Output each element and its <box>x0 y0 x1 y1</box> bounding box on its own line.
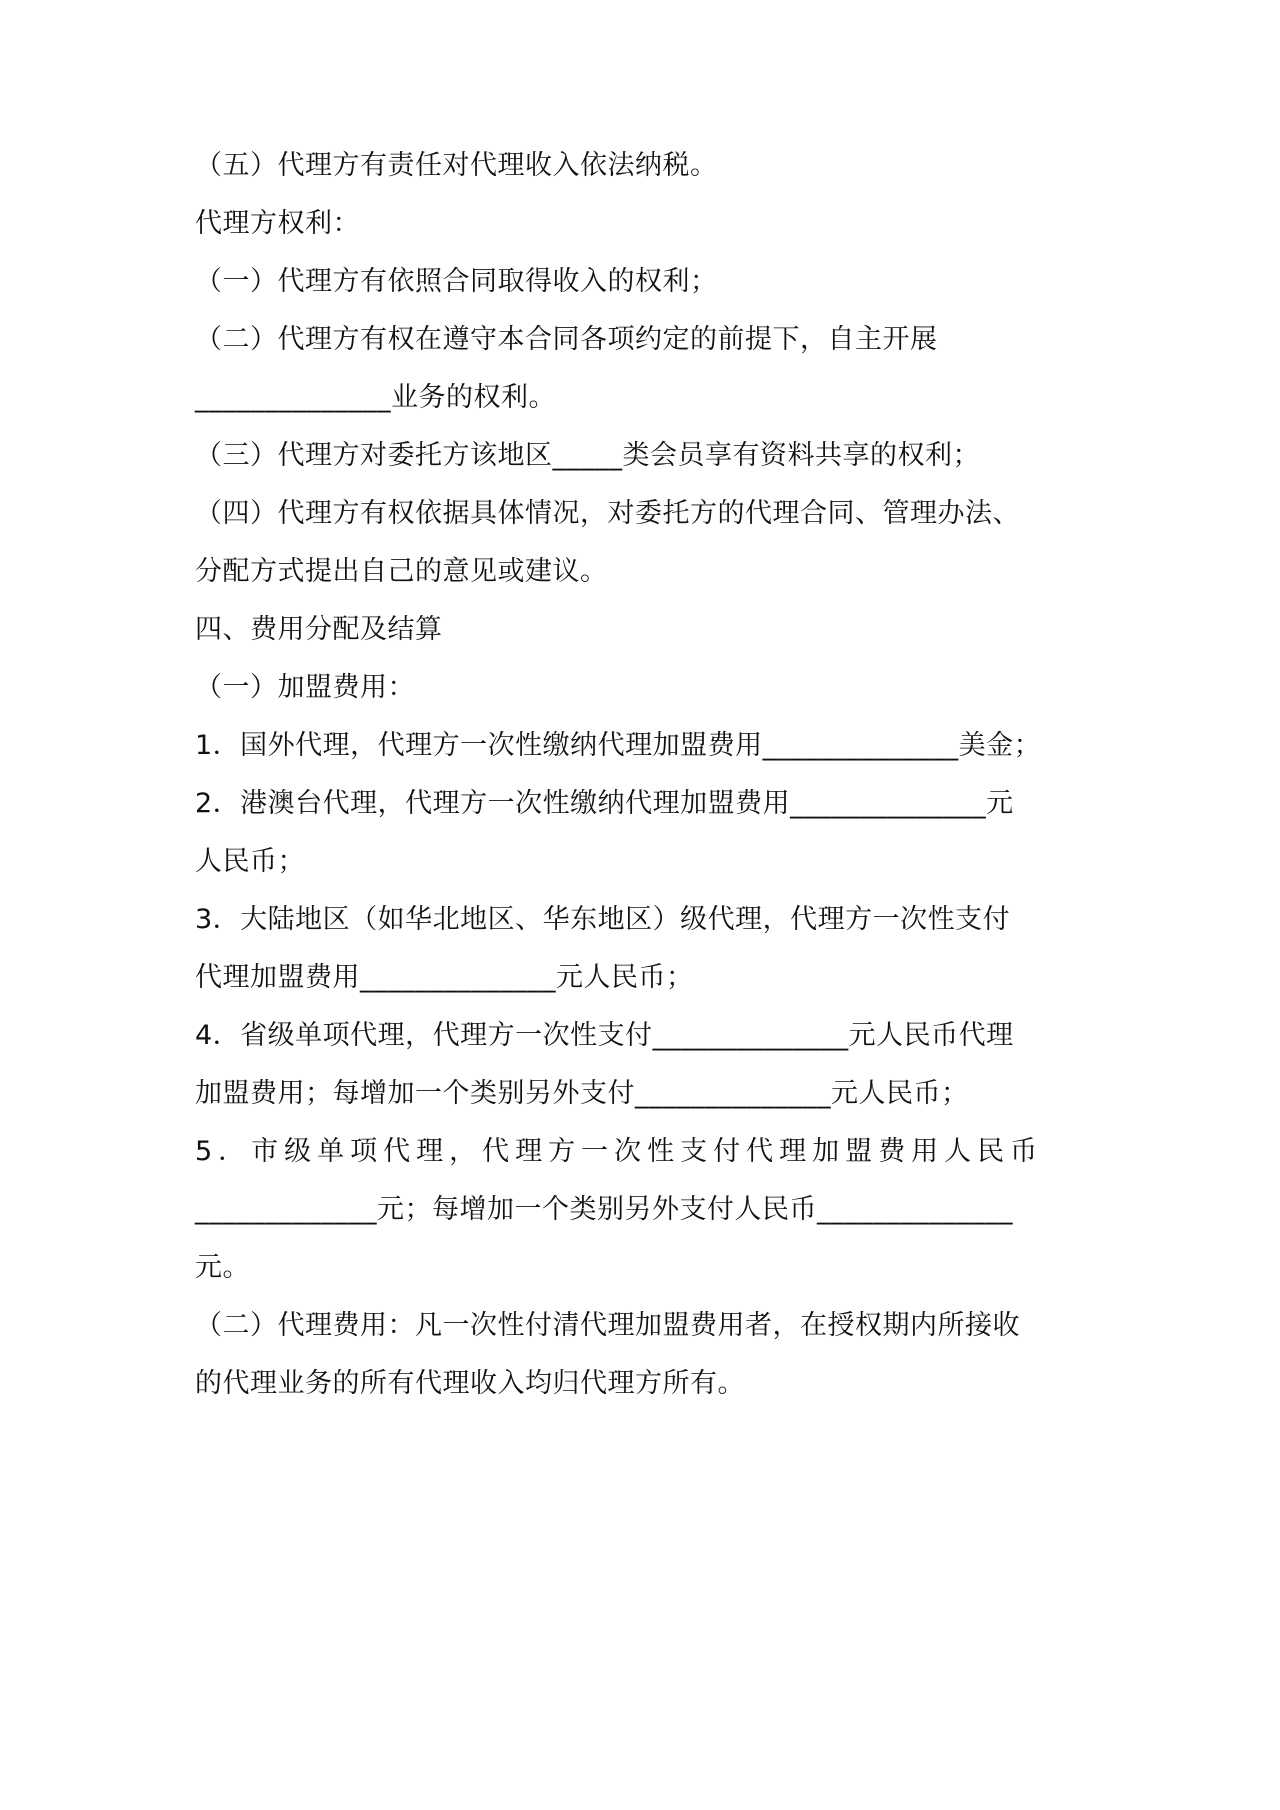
paragraph-line-16: 4．省级单项代理，代理方一次性支付______________元人民币代理 <box>195 1020 1014 1051</box>
paragraph-line-10: （一）加盟费用： <box>195 672 415 703</box>
paragraph-line-1: （五）代理方有责任对代理收入依法纳税。 <box>195 150 718 181</box>
paragraph-line-15: 代理加盟费用______________元人民币； <box>195 962 694 993</box>
paragraph-line-20: 元。 <box>195 1252 250 1283</box>
paragraph-line-3: （一）代理方有依照合同取得收入的权利； <box>195 266 718 297</box>
section-heading: 四、费用分配及结算 <box>195 614 443 645</box>
paragraph-line-8: 分配方式提出自己的意见或建议。 <box>195 556 608 587</box>
paragraph-line-5: ______________业务的权利。 <box>195 382 556 413</box>
paragraph-line-6: （三）代理方对委托方该地区_____类会员享有资料共享的权利； <box>195 440 980 471</box>
paragraph-line-14: 3．大陆地区（如华北地区、华东地区）级代理，代理方一次性支付 <box>195 904 1011 935</box>
paragraph-line-18: 5．市级单项代理，代理方一次性支付代理加盟费用人民币 <box>195 1136 1044 1167</box>
paragraph-line-21: （二）代理费用：凡一次性付清代理加盟费用者，在授权期内所接收 <box>195 1310 1020 1341</box>
paragraph-line-19: _____________元；每增加一个类别另外支付人民币______________ <box>195 1194 1013 1225</box>
paragraph-line-2: 代理方权利： <box>195 208 360 239</box>
paragraph-line-17: 加盟费用；每增加一个类别另外支付______________元人民币； <box>195 1078 969 1109</box>
paragraph-line-22: 的代理业务的所有代理收入均归代理方所有。 <box>195 1368 745 1399</box>
paragraph-line-13: 人民币； <box>195 846 305 877</box>
paragraph-line-11: 1．国外代理，代理方一次性缴纳代理加盟费用______________美金； <box>195 730 1042 761</box>
paragraph-line-4: （二）代理方有权在遵守本合同各项约定的前提下，自主开展 <box>195 324 938 355</box>
paragraph-line-12: 2．港澳台代理，代理方一次性缴纳代理加盟费用______________元 <box>195 788 1014 819</box>
paragraph-line-7: （四）代理方有权依据具体情况，对委托方的代理合同、管理办法、 <box>195 498 1020 529</box>
